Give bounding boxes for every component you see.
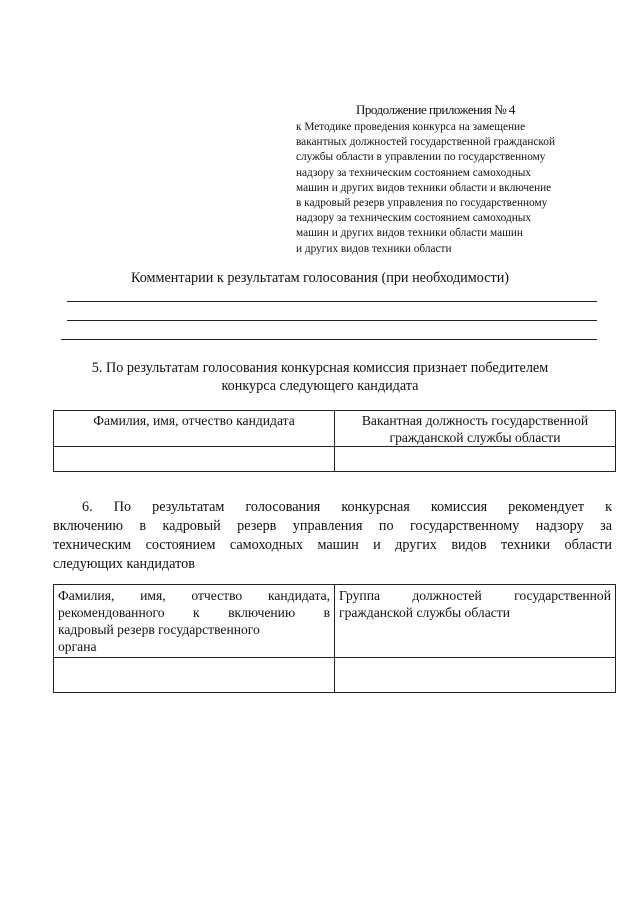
section6-text-cont — [53, 517, 612, 574]
header-text: Фамилия, имя, отчество кандидата — [93, 413, 295, 428]
comment-line-1[interactable] — [67, 301, 597, 302]
candidate-name-cell[interactable] — [54, 447, 335, 472]
section5-line: 5. По результатам голосования конкурсная комиссия признает победителем — [91, 360, 549, 376]
table-row — [54, 658, 616, 693]
appendix-title: Продолжение приложения № 4 — [356, 102, 515, 117]
appendix-line: и других видов техники области — [296, 242, 452, 255]
header-text: гражданской службы области — [389, 430, 561, 445]
appendix-line: надзору за техническим состоянием самоходных — [296, 166, 532, 179]
header-text: Фамилия, имя, отчество кандидата, — [58, 588, 330, 603]
candidate-name-header — [54, 585, 335, 658]
section6-line: следующих кандидатов — [53, 556, 195, 572]
appendix-line: в кадровый резерв управления по государственному — [296, 197, 548, 210]
table-header-row — [54, 411, 616, 447]
section5-line: конкурса следующего кандидата — [221, 378, 419, 394]
header-text: Группа должностей государственной — [339, 588, 611, 603]
candidate-name-header — [54, 411, 335, 447]
table-row — [54, 447, 616, 472]
section6-text — [82, 498, 612, 517]
appendix-line: надзору за техническим состоянием самоходных — [296, 212, 532, 225]
appendix-line: к Методике проведения конкурса на замещение — [296, 121, 526, 133]
header-text: рекомендованного к включению в — [58, 605, 330, 620]
section5-text — [0, 359, 640, 395]
candidate-name-cell[interactable] — [54, 658, 335, 693]
vacant-position-cell[interactable] — [335, 447, 616, 472]
header-text: гражданской службы области — [339, 605, 510, 620]
position-group-header — [335, 585, 616, 658]
header-text: органа — [58, 639, 97, 654]
appendix-line: машин и других видов техники области и включение — [296, 181, 552, 194]
comment-line-3[interactable] — [61, 339, 597, 340]
appendix-line: машин и других видов техники области машин — [296, 227, 523, 240]
section6-line: техническим состоянием самоходных машин и других видов техники области — [53, 537, 612, 553]
position-group-cell[interactable] — [335, 658, 616, 693]
appendix-subtitle — [296, 120, 616, 257]
reserve-table — [53, 584, 616, 693]
comment-line-2[interactable] — [67, 320, 597, 321]
header-text: кадровый резерв государственного — [58, 622, 260, 637]
section6-line: включению в кадровый резерв управления по государственному надзору за — [53, 518, 612, 534]
header-text: Вакантная должность государственной — [361, 413, 589, 428]
table-header-row — [54, 585, 616, 658]
comments-heading: Комментарии к результатам голосования (при необходимости) — [130, 270, 510, 286]
appendix-line: службы области в управлении по государственному — [296, 151, 546, 164]
appendix-line: вакантных должностей государственной гражданской — [296, 136, 555, 149]
section6-line: 6. По результатам голосования конкурсная комиссия рекомендует к — [82, 499, 612, 515]
vacant-position-header — [335, 411, 616, 447]
winner-table — [53, 410, 616, 472]
